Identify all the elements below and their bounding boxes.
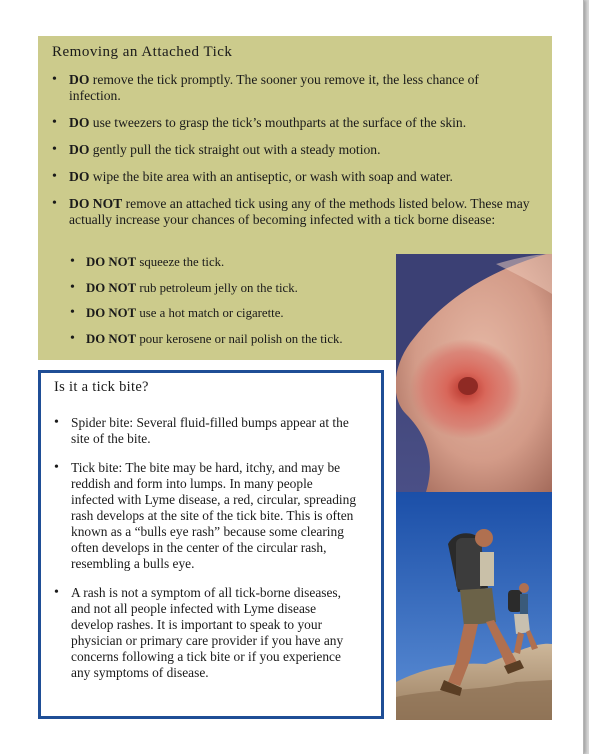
keyword: DO xyxy=(69,169,90,184)
item-text: remove the tick promptly. The sooner you remove it, the less chance of infection. xyxy=(69,72,479,103)
item-text: rub petroleum jelly on the tick. xyxy=(136,280,298,295)
list-item xyxy=(70,254,390,270)
list-item xyxy=(52,169,530,185)
keyword: DO NOT xyxy=(86,306,137,320)
list-item xyxy=(70,280,390,296)
removal-title: Removing an Attached Tick xyxy=(52,44,233,60)
item-text: gently pull the tick straight out with a steady motion. xyxy=(89,142,381,157)
list-item xyxy=(70,331,390,347)
item-text: squeeze the tick. xyxy=(136,255,225,269)
item-text: pour kerosene or nail polish on the tick. xyxy=(136,331,343,346)
item-text: use tweezers to grasp the tick’s mouthparts at the surface of the skin. xyxy=(89,115,467,130)
keyword: DO xyxy=(69,72,90,87)
keyword: DO NOT xyxy=(69,196,123,211)
list-item: • Spider bite: Several fluid-filled bumps appear at the site of the bite. xyxy=(54,415,359,447)
item-text: wipe the bite area with an antiseptic, or wash with soap and water. xyxy=(89,169,453,184)
keyword: DO xyxy=(69,115,90,130)
keyword: DO xyxy=(69,142,90,157)
tick-bite-title: Is it a tick bite? xyxy=(54,379,149,395)
keyword: DO NOT xyxy=(86,255,137,269)
item-text: remove an attached tick using any of the methods listed below. These may actually increase your chances of becoming infected with a tick borne disease: xyxy=(69,196,530,227)
keyword: DO NOT xyxy=(86,280,137,295)
list-item xyxy=(52,72,530,104)
removal-list xyxy=(52,72,530,239)
item-text: use a hot match or cigarette. xyxy=(136,306,284,320)
rash-photo xyxy=(396,254,552,492)
list-item xyxy=(70,305,390,321)
list-item xyxy=(52,115,530,131)
list-item: • Tick bite: The bite may be hard, itchy, and may be reddish and form into lumps. In many people infected with Lyme disease, a red, circular, spreading rash develops at the site of the tick bite. This is often known as a “bulls eye rash” because some clearing often develops in the center of the circular rash, resembling a bulls eye. xyxy=(54,460,359,572)
list-item xyxy=(52,196,530,228)
do-not-list xyxy=(70,254,390,356)
hikers-photo xyxy=(396,492,552,720)
keyword: DO NOT xyxy=(86,331,137,346)
list-item: • A rash is not a symptom of all tick-borne diseases, and not all people infected with Lyme disease develop rashes. It is important to speak to your physician or primary care provider if you have any concerns following a tick bite or if you experience any symptoms of disease. xyxy=(54,585,359,681)
list-item xyxy=(52,142,530,158)
tick-bite-list xyxy=(54,415,359,694)
